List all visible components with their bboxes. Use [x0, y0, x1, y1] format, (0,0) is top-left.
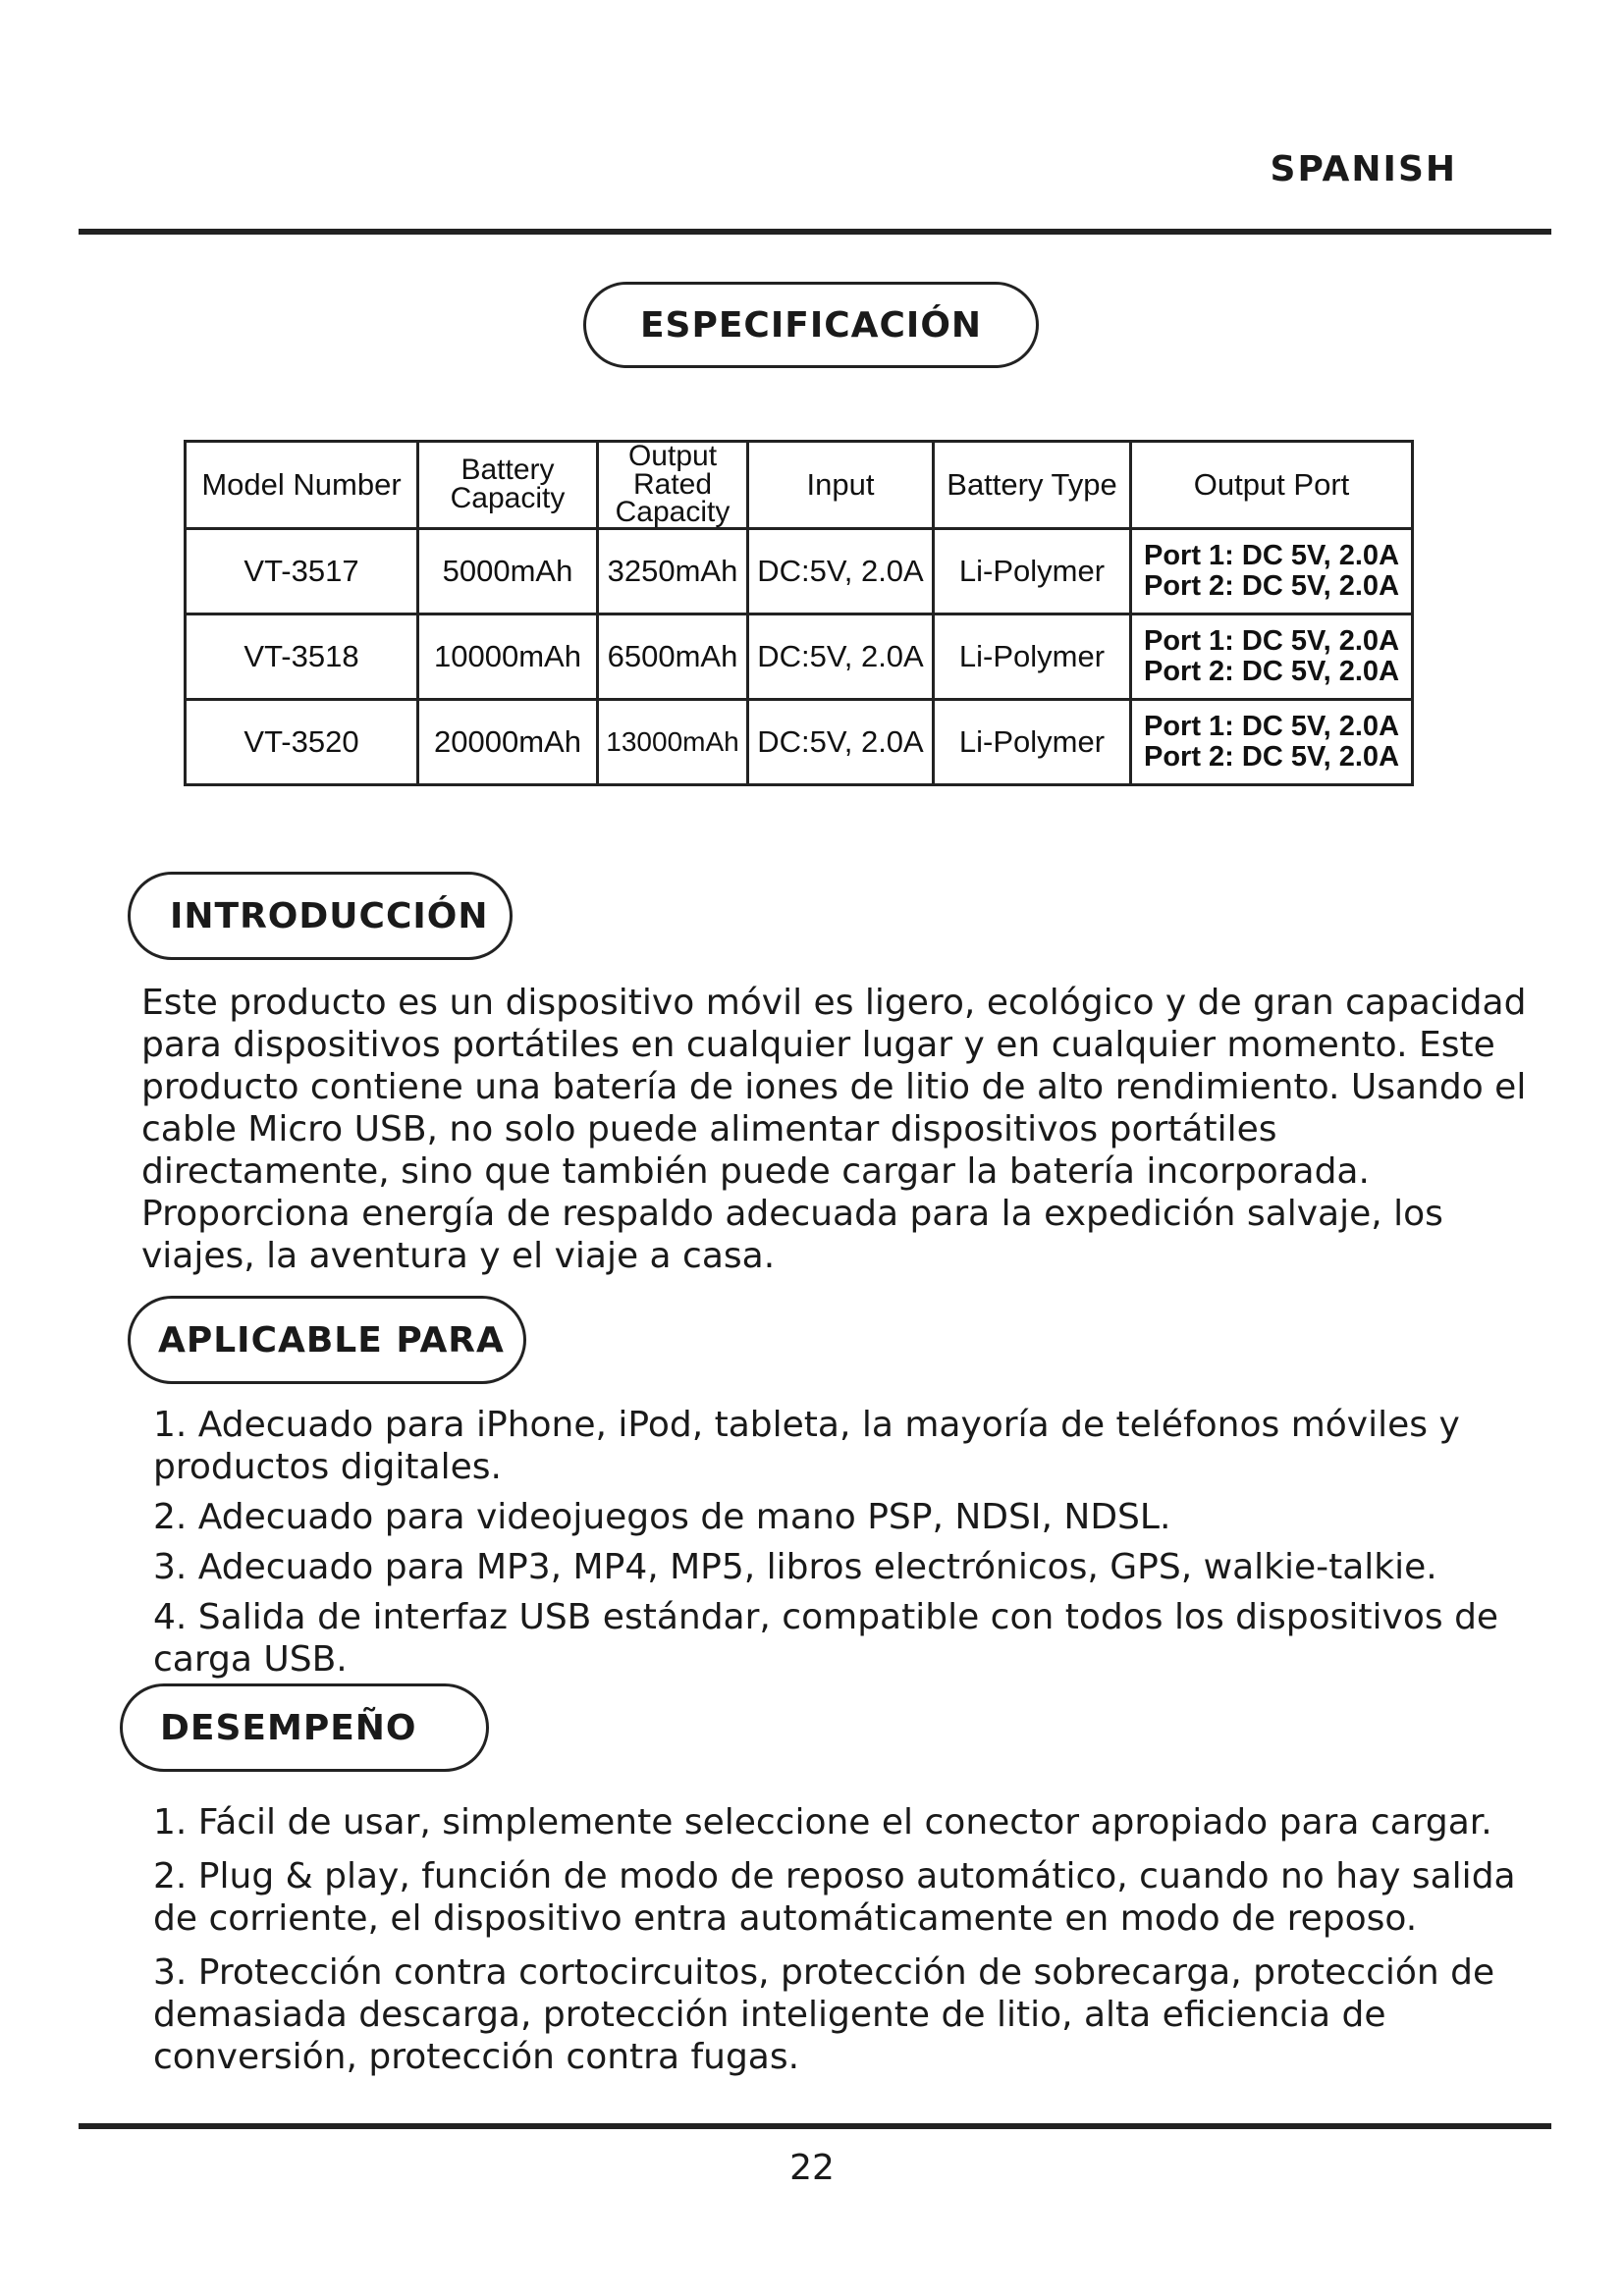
cell-type: Li-Polymer — [934, 699, 1131, 784]
header-output-rated-capacity: Output Rated Capacity — [598, 442, 748, 529]
cell-rated: 6500mAh — [598, 614, 748, 699]
port-1-value: Port 1: DC 5V, 2.0A — [1143, 625, 1400, 658]
spec-heading: ESPECIFICACIÓN — [583, 282, 1039, 368]
intro-heading: INTRODUCCIÓN — [128, 872, 513, 960]
port-2-value: Port 2: DC 5V, 2.0A — [1143, 740, 1400, 773]
table-header-row — [186, 442, 1413, 529]
cell-model: VT-3517 — [186, 528, 418, 614]
list-item: 2. Adecuado para videojuegos de mano PSP, NDSI, NDSL. — [153, 1497, 1171, 1537]
top-divider — [79, 229, 1551, 235]
page-number: 22 — [789, 2148, 835, 2188]
table-row — [186, 614, 1413, 699]
cell-battery: 20000mAh — [418, 699, 598, 784]
cell-battery: 10000mAh — [418, 614, 598, 699]
header-input: Input — [748, 442, 934, 529]
cell-model: VT-3520 — [186, 699, 418, 784]
aplicable-list — [153, 1404, 1538, 1688]
table-row — [186, 528, 1413, 614]
cell-model: VT-3518 — [186, 614, 418, 699]
list-item: 2. Plug & play, función de modo de reposo automático, cuando no hay salida de corriente, el dispositivo entra automáticamente en modo de reposo. — [153, 1856, 1516, 1939]
table-row — [186, 699, 1413, 784]
port-2-value: Port 2: DC 5V, 2.0A — [1143, 569, 1400, 602]
header-output-port: Output Port — [1131, 442, 1413, 529]
aplicable-heading: APLICABLE PARA — [128, 1296, 526, 1384]
list-item: 1. Adecuado para iPhone, iPod, tableta, la mayoría de teléfonos móviles y productos digitales. — [153, 1405, 1460, 1487]
cell-rated: 13000mAh — [598, 699, 748, 784]
cell-input: DC:5V, 2.0A — [748, 614, 934, 699]
cell-type: Li-Polymer — [934, 528, 1131, 614]
port-1-value: Port 1: DC 5V, 2.0A — [1143, 540, 1400, 572]
port-2-value: Port 2: DC 5V, 2.0A — [1143, 655, 1400, 687]
cell-input: DC:5V, 2.0A — [748, 528, 934, 614]
header-battery-capacity: Battery Capacity — [418, 442, 598, 529]
list-item: 4. Salida de interfaz USB estándar, compatible con todos los dispositivos de carga USB. — [153, 1597, 1499, 1680]
cell-rated: 3250mAh — [598, 528, 748, 614]
cell-type: Li-Polymer — [934, 614, 1131, 699]
desempeno-list — [153, 1801, 1538, 2090]
list-item: 3. Protección contra cortocircuitos, protección de sobrecarga, protección de demasiada descarga, protección inteligente de litio, alta eficiencia de conversión, protección contra fugas. — [153, 1952, 1495, 2077]
cell-output-port — [1131, 528, 1413, 614]
cell-input: DC:5V, 2.0A — [748, 699, 934, 784]
header-model-number: Model Number — [186, 442, 418, 529]
list-item: 3. Adecuado para MP3, MP4, MP5, libros electrónicos, GPS, walkie-talkie. — [153, 1547, 1437, 1587]
language-label: SPANISH — [1270, 149, 1457, 189]
cell-output-port — [1131, 699, 1413, 784]
desempeno-heading: DESEMPEÑO — [120, 1683, 489, 1772]
spec-table — [184, 440, 1414, 786]
header-battery-type: Battery Type — [934, 442, 1131, 529]
cell-battery: 5000mAh — [418, 528, 598, 614]
cell-output-port — [1131, 614, 1413, 699]
port-1-value: Port 1: DC 5V, 2.0A — [1143, 711, 1400, 743]
list-item: 1. Fácil de usar, simplemente seleccione el conector apropiado para cargar. — [153, 1802, 1492, 1842]
bottom-divider — [79, 2123, 1551, 2129]
intro-paragraph: Este producto es un dispositivo móvil es ligero, ecológico y de gran capacidad para dispositivos portátiles en cualquier lugar y en cualquier momento. Este producto contiene una batería de iones de litio de alto rendimiento. Usando el cable Micro USB, no solo puede alimentar dispositivos portátiles directamente, sino que también puede cargar la batería incorporada. Proporciona energía de respaldo adecuada para la expedición salvaje, los viajes, la aventura y el viaje a casa. — [141, 983, 1527, 1276]
